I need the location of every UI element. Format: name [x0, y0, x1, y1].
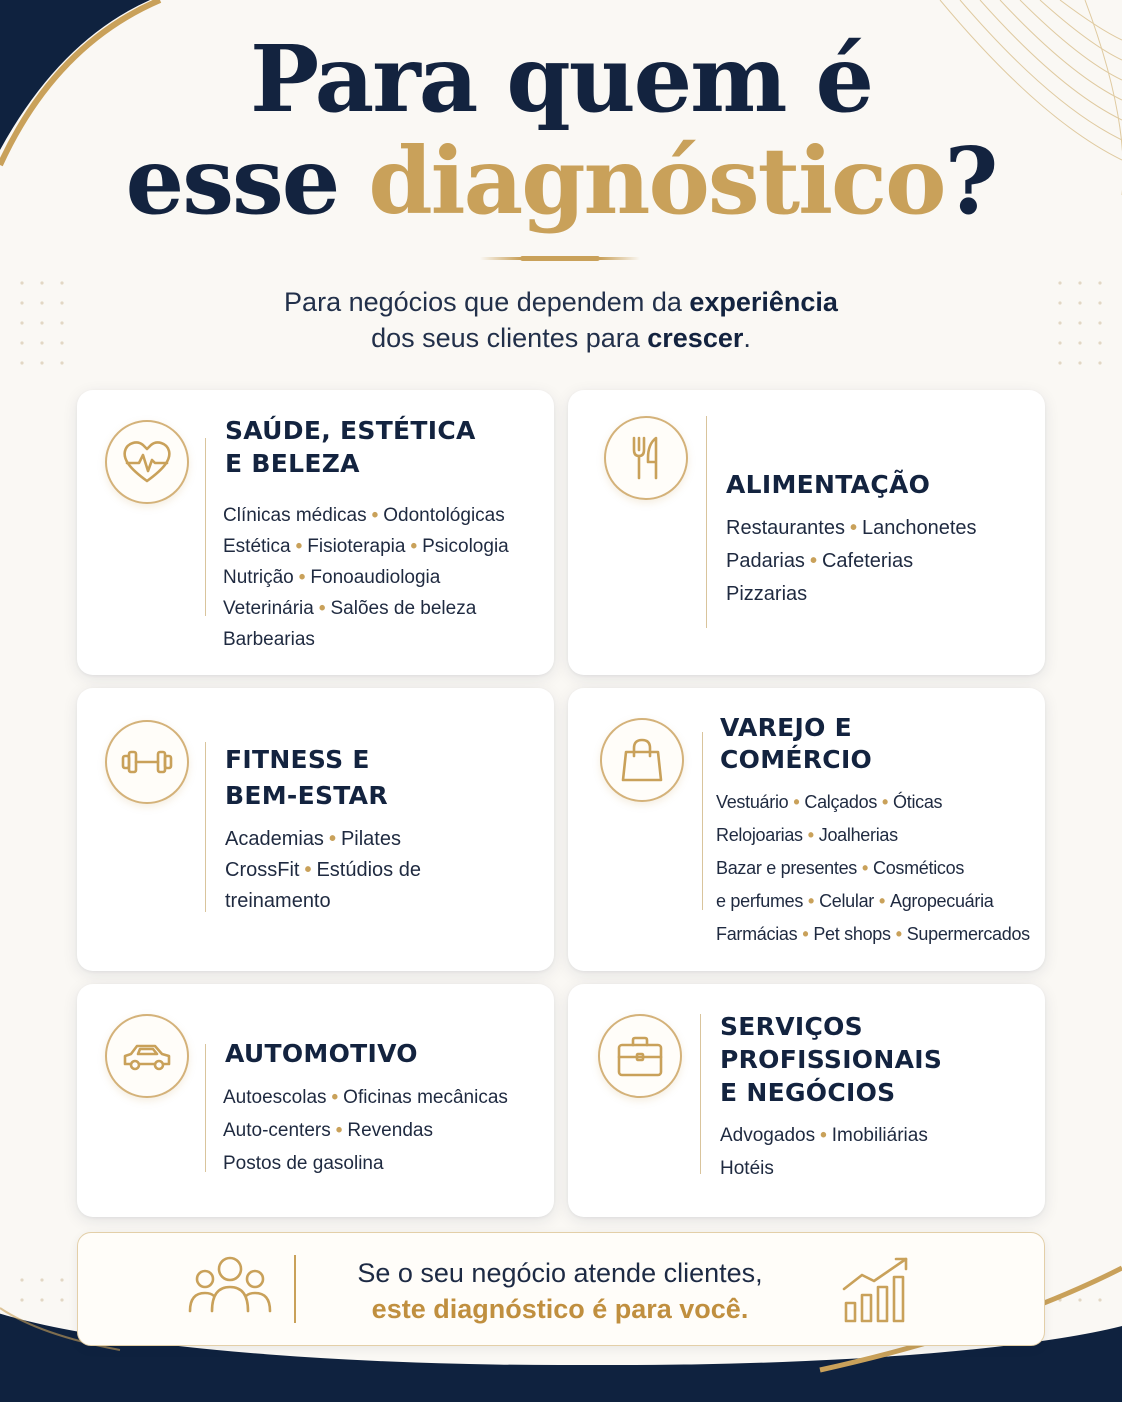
bullet-separator: • — [861, 858, 868, 878]
dumbbell-icon — [105, 720, 189, 804]
card-divider — [205, 438, 206, 616]
growth-chart-icon — [838, 1251, 918, 1327]
list-item-label: Padarias — [726, 550, 805, 572]
list-item-label: Pet shops — [813, 924, 891, 944]
footer-line-2: este diagnóstico é para você. — [371, 1294, 749, 1324]
list-item-label: Lanchonetes — [861, 517, 977, 539]
shopping-bag-icon — [600, 718, 684, 802]
title-suffix: ? — [944, 127, 997, 235]
card-items — [720, 1119, 928, 1185]
list-item-label: e perfumes — [716, 891, 804, 911]
list-item-label: Estúdios de — [316, 859, 421, 881]
list-item-label: Fonoaudiologia — [310, 567, 441, 588]
list-item-label: Postos de gasolina — [223, 1153, 384, 1174]
list-item-label: Farmácias — [716, 924, 798, 944]
bullet-separator: • — [882, 792, 889, 812]
subtitle-bold2: crescer — [647, 323, 744, 353]
car-icon — [105, 1014, 189, 1098]
card-servicos-profissionais — [568, 984, 1045, 1217]
subtitle-part2: dos seus clientes para — [371, 323, 648, 353]
bullet-separator: • — [809, 550, 817, 572]
list-item-label: Vestuário — [716, 792, 789, 812]
card-title — [720, 1010, 942, 1109]
card-saude-estetica-beleza — [77, 390, 554, 675]
card-title-line: E NEGÓCIOS — [720, 1078, 896, 1107]
footer-divider — [294, 1255, 296, 1323]
list-item — [726, 545, 977, 578]
card-items — [223, 1081, 508, 1180]
list-item — [726, 512, 977, 545]
list-item-label: Advogados — [720, 1125, 816, 1146]
list-item-label: Agropecuária — [890, 891, 994, 911]
bullet-separator: • — [793, 792, 800, 812]
list-item — [225, 824, 421, 855]
bullet-separator: • — [331, 1087, 339, 1108]
card-title-line: PROFISSIONAIS — [720, 1045, 943, 1074]
fork-knife-icon — [604, 416, 688, 500]
list-item-label: Calçados — [804, 792, 878, 812]
card-items — [223, 500, 509, 655]
bullet-separator: • — [304, 859, 312, 881]
list-item — [223, 500, 509, 531]
list-item-label: Relojoarias — [716, 825, 803, 845]
list-item — [223, 531, 509, 562]
list-item — [716, 918, 1030, 951]
card-divider — [702, 732, 703, 910]
list-item — [223, 593, 509, 624]
card-title-line: AUTOMOTIVO — [225, 1039, 418, 1068]
bullet-separator: • — [371, 505, 379, 526]
people-group-icon — [182, 1251, 278, 1327]
bullet-separator: • — [879, 891, 886, 911]
card-title-line: BEM-ESTAR — [225, 781, 388, 810]
list-item-label: Revendas — [347, 1120, 433, 1141]
list-item-label: Imobiliárias — [831, 1125, 928, 1146]
title-divider — [480, 257, 640, 260]
list-item-label: Restaurantes — [726, 517, 845, 539]
list-item — [726, 578, 977, 611]
list-item-label: CrossFit — [225, 859, 300, 881]
card-divider — [700, 1014, 701, 1174]
list-item — [225, 886, 421, 917]
subtitle-bold1: experiência — [689, 287, 838, 317]
list-item-label: Psicologia — [422, 536, 509, 557]
card-title-line: VAREJO E — [720, 713, 853, 742]
bullet-separator: • — [298, 567, 306, 588]
bullet-separator: • — [802, 924, 809, 944]
title-prefix: esse — [125, 127, 369, 235]
subtitle — [0, 284, 1122, 356]
title-line-1: Para quem é — [249, 25, 873, 133]
bullet-separator: • — [820, 1125, 827, 1146]
card-title — [225, 742, 388, 814]
heart-pulse-icon — [105, 420, 189, 504]
list-item-label: Nutrição — [223, 567, 294, 588]
card-title — [726, 468, 930, 501]
bullet-separator: • — [849, 517, 857, 539]
list-item-label: Oficinas mecânicas — [343, 1087, 508, 1108]
list-item-label: Pilates — [340, 828, 401, 850]
card-items — [716, 786, 1030, 951]
list-item — [223, 624, 509, 655]
bullet-separator: • — [895, 924, 902, 944]
card-title — [720, 712, 872, 776]
card-divider — [205, 1044, 206, 1172]
list-item-label: Óticas — [893, 792, 943, 812]
bullet-separator: • — [318, 598, 326, 619]
list-item-label: Cosméticos — [873, 858, 965, 878]
list-item-label: Cafeterias — [821, 550, 914, 572]
card-title-line: E BELEZA — [225, 449, 360, 478]
card-title-line: SERVIÇOS — [720, 1012, 863, 1041]
bullet-separator: • — [295, 536, 303, 557]
bullet-separator: • — [808, 891, 815, 911]
subtitle-part1: Para negócios que dependem da — [284, 287, 690, 317]
list-item-label: Salões de beleza — [330, 598, 477, 619]
card-automotivo — [77, 984, 554, 1217]
bullet-separator: • — [807, 825, 814, 845]
card-title — [225, 1037, 418, 1070]
list-item — [720, 1119, 928, 1152]
list-item-label: Fisioterapia — [307, 536, 406, 557]
title-line-2 — [0, 127, 1122, 235]
list-item — [716, 786, 1030, 819]
list-item-label: Hotéis — [720, 1158, 774, 1179]
card-varejo-comercio — [568, 688, 1045, 971]
list-item-label: treinamento — [225, 890, 331, 912]
list-item-label: Estética — [223, 536, 291, 557]
list-item-label: Joalherias — [818, 825, 898, 845]
bullet-separator: • — [335, 1120, 343, 1141]
subtitle-part3: . — [743, 323, 751, 353]
briefcase-icon — [598, 1014, 682, 1098]
list-item-label: Odontológicas — [383, 505, 505, 526]
card-title-line: ALIMENTAÇÃO — [726, 470, 931, 499]
list-item — [720, 1152, 928, 1185]
card-items — [726, 512, 977, 611]
card-title-line: SAÚDE, ESTÉTICA — [225, 416, 476, 445]
list-item-label: Pizzarias — [726, 583, 808, 605]
card-fitness-bem-estar — [77, 688, 554, 971]
list-item — [716, 852, 1030, 885]
list-item — [223, 1147, 508, 1180]
list-item — [225, 855, 421, 886]
list-item-label: Autoescolas — [223, 1087, 327, 1108]
page-title — [0, 25, 1122, 235]
list-item-label: Supermercados — [906, 924, 1030, 944]
list-item — [223, 562, 509, 593]
list-item-label: Bazar e presentes — [716, 858, 857, 878]
list-item-label: Veterinária — [223, 598, 314, 619]
list-item-label: Academias — [225, 828, 324, 850]
list-item — [716, 819, 1030, 852]
list-item-label: Auto-centers — [223, 1120, 331, 1141]
card-divider — [205, 742, 206, 912]
title-highlight: diagnóstico — [368, 127, 945, 235]
card-divider — [706, 416, 707, 628]
footer-banner — [77, 1232, 1045, 1346]
list-item — [223, 1081, 508, 1114]
list-item-label: Barbearias — [223, 629, 315, 650]
list-item-label: Celular — [819, 891, 874, 911]
footer-message — [310, 1255, 810, 1327]
card-title-line: COMÉRCIO — [720, 745, 873, 774]
bullet-separator: • — [328, 828, 336, 850]
card-alimentacao — [568, 390, 1045, 675]
card-title-line: FITNESS E — [225, 745, 370, 774]
card-items — [225, 824, 421, 917]
list-item — [716, 885, 1030, 918]
list-item-label: Clínicas médicas — [223, 505, 367, 526]
card-title — [225, 414, 476, 480]
list-item — [223, 1114, 508, 1147]
footer-line-1: Se o seu negócio atende clientes, — [357, 1258, 763, 1288]
bullet-separator: • — [410, 536, 418, 557]
